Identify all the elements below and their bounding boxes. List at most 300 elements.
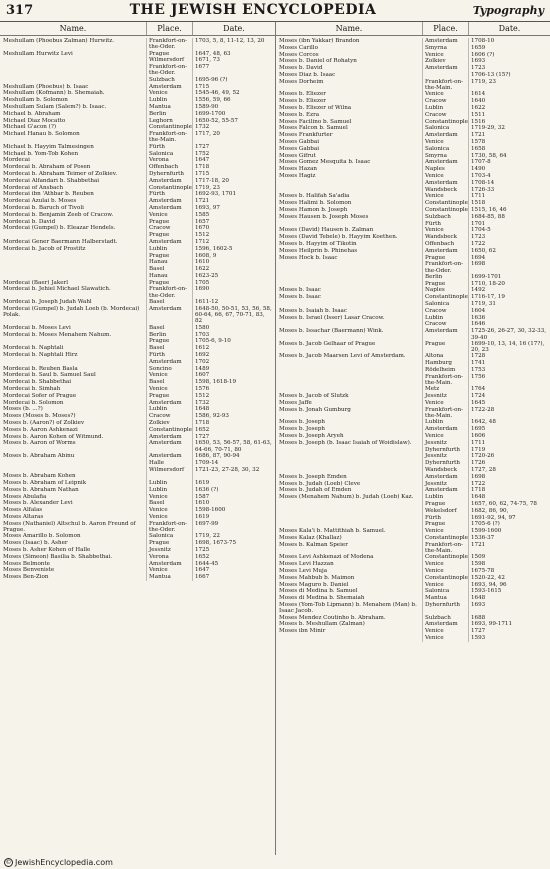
entry-name: Mordecai b. Naphtali Hirz [3,351,78,358]
entry-name: Moses (Isaac) b. Asher [3,540,68,547]
table-row [0,205,275,212]
entry-place: Basel [146,379,192,386]
entry-name [276,360,422,367]
entry-date: 1623-25 [192,273,275,280]
entry-date: 1697-99 [192,521,275,534]
entry-place: Jessnitz [146,547,192,554]
table-row [0,97,275,104]
entry-place: Prague [146,51,192,58]
copyright-icon: © [5,859,12,866]
entry-name: Michael G'acon (?) [3,124,57,131]
entry-date: 1612 [192,345,275,352]
entry-date: 1721 [468,132,550,139]
entry-date: 1703-4 [468,173,550,180]
table-row [276,58,550,65]
entry-place: Leghorn [146,118,192,125]
entry-place: Berlin [146,111,192,118]
entry-place: Amsterdam [422,248,468,255]
entry-name [276,187,422,194]
entry-place: Berlin [422,274,468,281]
entry-name [276,453,422,460]
entry-place: Zolkiev [146,420,192,427]
table-row [0,393,275,400]
column-headers [0,22,275,36]
table-row [0,413,275,420]
entry-place: Amsterdam [146,205,192,212]
entry-name: Moses Benveniste [3,567,55,574]
entry-place: Lublin [422,105,468,112]
entry-name: Moses b. Israel (Isser) Lasar Cracow. [279,314,385,321]
entry-name: Meshullam Hurwitz Levi [3,50,73,57]
entry-date: 1659 [468,45,550,52]
table-row [0,460,275,467]
entry-date: 1520-22, 42 [468,575,550,582]
table-row [0,185,275,192]
table-row [276,91,550,98]
entry-name: Moses Alfalas [3,507,43,514]
table-row [0,434,275,441]
entry-date: 1699-1701 [468,274,550,281]
entry-name: Moses (Moses b. Moses?) [3,413,76,420]
entry-date: 1587 [192,494,275,501]
table-row [276,535,550,542]
table-row [0,104,275,111]
entry-name: Moses b. David [279,65,323,72]
entry-date: 1728 [468,353,550,360]
entry-date: 1693 [468,58,550,65]
entry-date: 1690 [192,286,275,299]
table-row [0,514,275,521]
entry-place [146,473,192,480]
entry-date: 1753 [468,367,550,374]
entry-date: 1720-26 [468,453,550,460]
entry-date: 1667 [192,574,275,581]
date-header: Date. [468,22,550,35]
entry-date: 1693, 97 [192,205,275,212]
table-row [0,427,275,434]
entry-name [276,180,422,187]
entry-date: 1684-85, 88 [468,214,550,221]
entry-date: 1650, 53, 56-57, 58, 61-63, 64-66, 70-71, 80 [192,440,275,453]
table-row [276,568,550,575]
entry-date: 1693 [468,602,550,615]
entry-date: 1721 [192,198,275,205]
table-row [276,308,550,315]
entry-name: Mordecai b. Simhah [3,385,61,392]
entry-date: 1708-14 [468,180,550,187]
entry-place: Amsterdam [422,132,468,139]
table-row [0,280,275,287]
entry-place: Fürth [422,515,468,522]
entry-date: 1650, 62 [468,248,550,255]
entry-place: Jessnitz [422,453,468,460]
entry-date: 1712 [192,239,275,246]
entry-date: 1490 [468,166,550,173]
table-row [0,487,275,494]
entry-name: Moses b. Ezra [279,111,320,118]
entry-name [0,460,146,467]
entry-place: Constantinople [422,294,468,301]
place-header: Place. [146,22,192,35]
entry-date: 1704-5 [468,227,550,234]
entry-date: 1727 [468,628,550,635]
entry-place: Venice [422,568,468,575]
table-row [276,328,550,341]
table-row [0,124,275,131]
entry-date: 1675-78 [468,568,550,575]
entry-date: 1648-50, 50-51, 53, 56, 58, 60-64, 66, 67, 70-71, 83, 82 [192,306,275,325]
entry-name: Mordecai b. Benjamin Zeeb of Cracow. [3,211,114,218]
entry-name: Moses b. Joseph Emden [279,473,347,480]
entry-date: 1509 [468,554,550,561]
entry-place: Verona [146,554,192,561]
entry-name: Moses (Yom-Tob Lipmann) b. Menahem (Man) b. Isaac Jacob. [279,601,417,615]
entry-date: 1718 [192,164,275,171]
entry-name: Moses (Menahem Nahum) b. Judah (Loeb) Kaz. [279,494,414,501]
entry-place: Altona [422,353,468,360]
name-header: Name. [59,24,87,33]
entry-place: Venice [422,582,468,589]
entry-place: Cracow [146,225,192,232]
entry-place: Constantinople [146,185,192,192]
table-row [0,500,275,507]
entry-name: Moses Gifrut [279,152,316,159]
table-row [276,508,550,515]
entry-date: 1722 [468,481,550,488]
entry-date: 1727 [192,144,275,151]
table-row [276,255,550,262]
entry-name: Mordecai b. Moses Menahem Nahum. [3,331,112,338]
entry-date: 1702 [192,359,275,366]
place-header: Place. [422,22,468,35]
table-row [276,105,550,112]
entry-date: 1723 [468,65,550,72]
entry-name: Moses b. Joseph (b. Isaac Isaiah of Woidislaw). [279,439,412,446]
entry-date: 1598, 1618-19 [192,379,275,386]
table-row [276,287,550,294]
table-row [276,487,550,494]
entry-place: Fürth [422,221,468,228]
entry-date: 1610 [192,259,275,266]
entry-place: Frankfort-on-the-Oder. [146,64,192,77]
entry-date: 1722 [468,241,550,248]
table-row [276,139,550,146]
entry-date: 1719-29, 32 [468,125,550,132]
table-row [276,261,550,274]
table-row [276,635,550,642]
entry-name [276,367,422,374]
site-link[interactable]: JewishEncyclopedia.com [15,858,113,867]
entry-name: Moses b. Halifah Sa'adia [279,193,350,200]
table-row [0,151,275,158]
table-row [0,178,275,185]
entry-place: Frankfort-on-the-Oder. [422,261,468,274]
entry-date: 1682, 86, 90, [468,508,550,515]
entry-place: Amsterdam [422,426,468,433]
entry-date: 1640 [468,98,550,105]
right-rows [276,38,550,855]
entry-place: Lublin [422,494,468,501]
entry-date: 1719, 23 [192,185,275,192]
table-row [276,341,550,354]
entry-date: 1604 [468,308,550,315]
page-number: 317 [6,3,34,18]
entry-place: Hanau [146,259,192,266]
entry-date: 1710, 18-20 [468,281,550,288]
entry-name [0,259,146,266]
table-row [0,131,275,144]
entry-date: 1756 [468,374,550,387]
entry-name: Moses Levi Muja [279,567,328,574]
table-row [0,507,275,514]
entry-place: Venice [422,433,468,440]
table-row [276,72,550,79]
entry-place: Frankfort-on-the-Main. [146,131,192,144]
entry-name: Meshullam (Phoebus) b. Isaac [3,83,89,90]
entry-date: 1708-10 [468,38,550,45]
table-row [0,352,275,359]
entry-date: 1614 [468,91,550,98]
table-row [276,467,550,474]
entry-name: Moses b. Isaac [279,294,321,301]
entry-name: Moses (David) Hausen b. Zalman [279,227,374,234]
table-row [276,294,550,301]
entry-date: 1671, 73 [192,57,275,64]
entry-name [0,338,146,345]
entry-date: 1670 [192,225,275,232]
table-row [0,266,275,273]
entry-place: Sulzbach [422,615,468,622]
table-row [276,407,550,420]
table-row [276,374,550,387]
entry-name: Moses b. Aaron of Worms [3,440,76,447]
entry-date: 1727, 28 [468,467,550,474]
table-row [0,473,275,480]
entry-date: 1715 [192,84,275,91]
entry-name: Mordecai b. Reuben Basla [3,365,78,372]
table-row [276,173,550,180]
table-row [0,191,275,198]
entry-name [0,77,146,84]
entry-place: Wandsbeck [422,467,468,474]
entry-place: Salonica [422,588,468,595]
entry-name: Moses b. Alexander Levi [3,500,73,507]
entry-date: 1657 [192,219,275,226]
table-row [276,367,550,374]
table-row [0,406,275,413]
entry-place: Venice [146,386,192,393]
entry-name [276,447,422,454]
entry-place: Frankfort-on-the-Main. [422,79,468,92]
entry-name: Moses b. Jacob of Slutzk [279,393,349,400]
entry-date: 1719, 31 [468,301,550,308]
entry-date: 1694 [468,255,550,262]
entry-name: Moses b. Joseph [279,419,326,426]
table-row [276,274,550,281]
entry-date: 1718 [468,487,550,494]
table-row [0,246,275,253]
entry-place: Prague [146,280,192,287]
left-column [0,22,275,855]
entry-name: Michael b. Abraham [3,110,61,117]
entry-name: Mordecai b. Shabbethai [3,379,72,386]
entry-place: Wilmersdorf [146,57,192,64]
entry-date: 1598-1600 [192,507,275,514]
entry-place: Halle [146,460,192,467]
entry-date: 1725 [192,547,275,554]
entry-date: 1717, 20 [192,131,275,144]
table-row [276,45,550,52]
entry-name: Moses b. Abraham Kohen [3,473,76,480]
entry-name: Moses Kalaz (Khallaz) [279,534,342,541]
entry-place: Smyrna [422,153,468,160]
entry-name: Meshullam (Phoebus Zalman) Hurwitz. [3,38,115,44]
entry-place: Metz [422,386,468,393]
entry-place: Smyrna [422,45,468,52]
entry-name: Mordecai ibn 'Athbar b. Reuben [3,191,94,198]
entry-name: Moses Gabbai [279,145,320,152]
table-row [0,567,275,574]
column-headers [276,22,550,36]
entry-name: Mordecai b. Solomon [3,399,64,406]
table-row [276,187,550,194]
entry-date: 1692-93, 1701 [192,191,275,198]
entry-name [276,460,422,467]
entry-name: Mordecai b. Moses Levi [3,324,71,331]
table-row [276,386,550,393]
entry-date: 1752 [192,151,275,158]
entry-name: Moses Frankfurter [279,132,333,139]
entry-name: Moses Kala'i b. Mattithiah b. Samuel. [279,528,386,535]
entry-name: Mordecai b. David [3,218,56,225]
entry-place: Lublin [146,246,192,253]
table-row [276,52,550,59]
entry-date: 1732 [192,124,275,131]
entry-name: Moses Hock b. Isaac [279,254,338,261]
entry-place: Dyhernfurth [422,602,468,615]
table-row [276,98,550,105]
table-row [0,540,275,547]
entry-date: 1723 [468,234,550,241]
table-row [0,90,275,97]
entry-place: Frankfort-on-the-Oder. [146,38,192,51]
entry-place: Frankfort-on-the-Main. [422,542,468,555]
table-row [276,588,550,595]
entry-name [276,274,422,281]
table-row [0,64,275,77]
entry-name: Mordecai b. Joseph Judah Wahl [3,299,92,306]
entry-place: Prague [422,341,468,354]
entry-place: Constantinople [422,575,468,582]
entry-date: 1650-52, 55-57 [192,118,275,125]
table-row [0,84,275,91]
entry-name: Moses Levi Ashkenazi of Modena [279,554,374,561]
table-row [276,166,550,173]
entry-date: 1698 [468,261,550,274]
entry-name [276,374,422,387]
date-header: Date. [192,22,275,35]
entry-name [276,521,422,528]
table-row [276,602,550,615]
entry-date: 1644-45 [192,561,275,568]
entry-place: Offenbach [146,164,192,171]
entry-name: Meshullam (Kofmann) b. Shemaiah. [3,90,105,97]
entry-date: 1719, 22 [192,533,275,540]
entry-place: Prague [146,219,192,226]
entry-place: Basel [146,345,192,352]
entry-date: 1648 [468,595,550,602]
entry-name: Moses b. Abraham of Leipnik [3,480,87,487]
entry-place: Amsterdam [422,328,468,341]
table-row [276,426,550,433]
entry-name: Moses b. Daniel of Rohatyn [279,58,357,65]
entry-name [276,515,422,522]
entry-date: 1646 [468,321,550,328]
table-row [276,207,550,214]
table-row [276,241,550,248]
table-row [276,460,550,467]
entry-place: Salonica [146,533,192,540]
entry-place: Venice [422,635,468,642]
table-row [276,501,550,508]
entry-date: 1586, 92-93 [192,413,275,420]
table-row [0,171,275,178]
table-row [0,299,275,306]
entry-place: Venice [422,561,468,568]
table-row [0,332,275,339]
entry-name: Moses (Simeon) Basilia b. Shabbethai. [3,553,113,560]
entry-name [276,221,422,228]
entry-name: Mordecai b. Abraham Teimer of Zolkiev. [3,170,117,177]
entry-place: Cracow [146,413,192,420]
entry-date: 1709-14 [192,460,275,467]
entry-place: Amsterdam [422,38,468,45]
table-row [0,259,275,266]
entry-name [276,301,422,308]
entry-place: Jessnitz [422,393,468,400]
table-row [276,628,550,635]
entry-name: Moses b. Issachar (Baermann) Wink. [279,328,384,335]
table-row [0,366,275,373]
table-row [0,480,275,487]
entry-name: Moses Heilprin b. Phinehas [279,247,358,254]
entry-date: 1698, 1673-75 [192,540,275,547]
table-row [0,325,275,332]
entry-name [276,281,422,288]
entry-name: Mordecai of Ansbach [3,184,64,191]
entry-place: Constantinople [422,200,468,207]
entry-date: 1721-23, 27-28, 30, 32 [192,467,275,474]
entry-place: Venice [146,567,192,574]
entry-date: 1705-6, 9-10 [192,338,275,345]
table-row [276,595,550,602]
entry-name [276,501,422,508]
table-row [0,345,275,352]
table-row [276,575,550,582]
page-header [6,2,544,20]
entry-name: Moses b. Joseph [279,426,326,433]
table-row [276,615,550,622]
page-title: THE JEWISH ENCYCLOPEDIA [129,2,377,18]
table-row [0,239,275,246]
entry-date: 1716-17, 19 [468,294,550,301]
entry-name [276,467,422,474]
entry-date: 1611-12 [192,299,275,306]
entry-place: Verona [146,157,192,164]
entry-name: Moses b. Judah of Emden [279,487,352,494]
entry-name: Moses Gomez Mesquita b. Isaac [279,159,371,166]
entry-name [0,273,146,280]
